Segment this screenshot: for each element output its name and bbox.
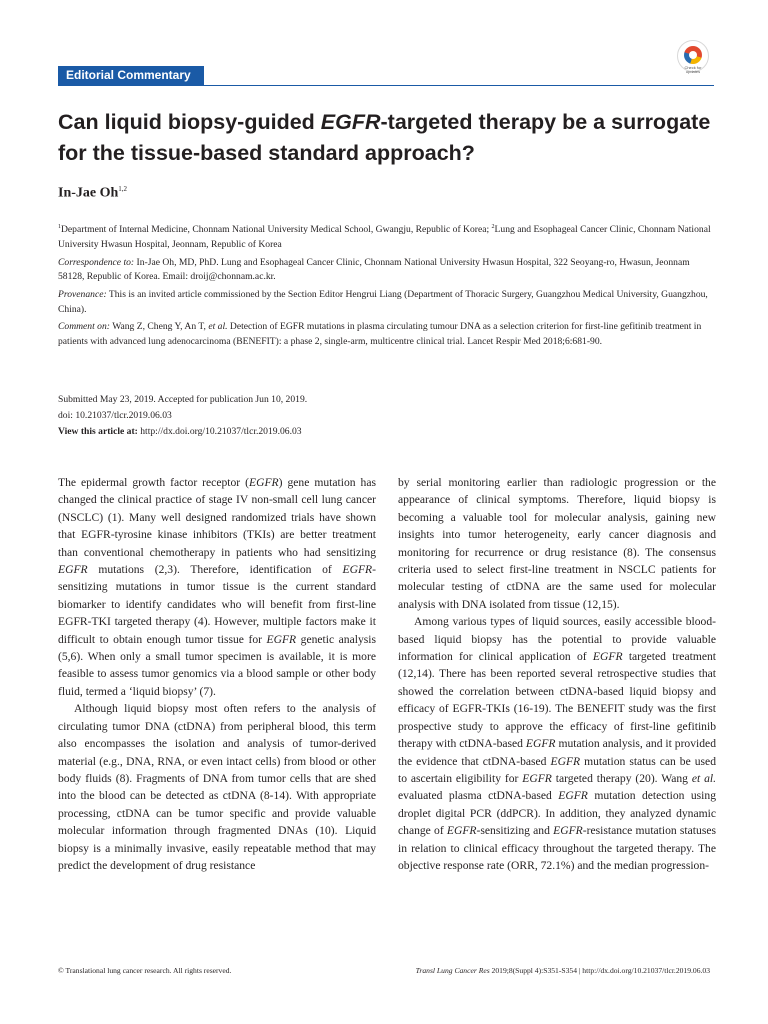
author-name: In-Jae Oh <box>58 185 119 201</box>
text: ) gene mutation has changed the clinical practice of stage IV non-small cell lung cancer (NSCLC) (1). Many well designed randomized trials have shown that EGFR-tyrosine kinase inhibitors (TKIs) are better treatment than conventional chemotherapy in patients who had sensitizing <box>58 476 376 559</box>
correspondence-text: In-Jae Oh, MD, PhD. Lung and Esophageal Cancer Clinic, Chonnam National University Hwasun Hospital, 322 Seoyang-ro, Hwasun, Jeonnam 58128, Republic of Korea. Email: droij@chonnam.ac.kr. <box>58 256 690 283</box>
comment-etal: et al. <box>208 321 228 333</box>
text: -sensitizing and <box>476 824 554 838</box>
journal-name: Transl Lung Cancer Res <box>415 966 490 975</box>
gene: EGFR <box>525 737 556 751</box>
gene: EGFR <box>592 650 623 664</box>
text: -resistance mutation statuses in relation to clinical efficacy throughout the targeted therapy. The objective response rate (ORR, 72.1%) and the median progression- <box>398 824 716 872</box>
body-paragraph <box>58 474 376 700</box>
gene: EGFR <box>58 563 88 577</box>
affil-mark: 2 <box>491 224 495 230</box>
affil-mark: 1 <box>58 224 61 230</box>
author-affiliation-marks: 1,2 <box>118 185 128 193</box>
body-paragraph <box>398 613 716 874</box>
article-dates <box>58 392 658 440</box>
text: mutations (2,3). Therefore, identification of <box>87 563 343 577</box>
view-article-line <box>58 424 658 440</box>
text: -sensitizing mutations in tumor tissue is the current standard biomarker to identify candidates who will benefit from first-line EGFR-TKI targeted therapy (4). However, multiple factors make it difficult to obtain enough tumor tissue for <box>58 563 376 646</box>
title-text: -targeted therapy be a surrogate for the tissue-based standard approach? <box>58 110 711 165</box>
gene: EGFR <box>558 789 588 803</box>
body-column-right <box>398 474 716 874</box>
text: genetic analysis (5,6). When only a small tumor specimen is available, it is more feasible to assess tumor genomics via a blood sample or other body fluid, termed a ‘liquid biopsy’ (7). <box>58 632 376 698</box>
author-line <box>58 185 127 202</box>
correspondence <box>58 256 716 285</box>
text: mutation analysis, and it provided the evidence that ctDNA-based <box>398 737 716 768</box>
affil-text: Lung and Esophageal Cancer Clinic, Chonnam National University Hwasun Hospital, Jeonnam, Republic of Korea <box>58 224 711 250</box>
page-footer <box>58 966 710 975</box>
provenance <box>58 288 716 317</box>
text: Among various types of liquid sources, easily accessible blood-based liquid biopsy has the potential to provide valuable information for clinical application of <box>398 615 716 664</box>
citation-text[interactable]: 2019;8(Suppl 4):S351-S354 | http://dx.doi.org/10.21037/tlcr.2019.06.03 <box>489 966 710 975</box>
gene: EGFR <box>553 824 583 838</box>
check-for-updates-icon[interactable] <box>677 40 709 72</box>
doi[interactable]: doi: 10.21037/tlcr.2019.06.03 <box>58 410 172 421</box>
provenance-text: This is an invited article commissioned by the Section Editor Hengrui Liang (Department of Thoracic Surgery, Guangzhou Medical University, Guangzhou, China). <box>58 289 708 315</box>
copyright: © Translational lung cancer research. All rights reserved. <box>58 966 232 975</box>
comment-label: Comment on: <box>58 321 110 333</box>
comment-on <box>58 320 716 349</box>
body-paragraph: Although liquid biopsy most often refers to the analysis of circulating tumor DNA (ctDNA) from peripheral blood, this term also encompasses the isolation and analysis of tumor-derived material (e.g., DNA, RNA, or even intact cells) from blood or other body fluids (8). Fragments of DNA from tumor cells that are shed into the blood can be detected as ctDNA (8-14). With appropriate processing, ctDNA can be tumor specific and provide valuable molecular information through fragmented DNAs (10). Liquid biopsy is a minimally invasive, easily repeatable method that may predict the development of drug resistance <box>58 702 376 872</box>
text: The epidermal growth factor receptor ( <box>58 476 249 489</box>
view-article-link[interactable]: http://dx.doi.org/10.21037/tlcr.2019.06.03 <box>137 426 302 437</box>
gene: EGFR <box>266 632 297 646</box>
article-type-badge: Editorial Commentary <box>58 66 204 85</box>
comment-text: Detection of EGFR mutations in plasma circulating tumour DNA as a selection criterion for first-line gefitinib treatment in patients with advanced lung adenocarcinoma (BENEFIT): a phase 2, single-arm, multicentre clinical trial. Lancet Respir Med 2018;6:681-90. <box>58 321 702 348</box>
body-paragraph: by serial monitoring earlier than radiologic progression or the appearance of clinical symptoms. Therefore, liquid biopsy is becoming a valuable tool for molecular analysis, gaining new insights into tumor heterogeneity, early cancer diagnosis and monitoring for recurrence or drug resistance (8). The consensus criteria used to select first-line treatment in NSCLC patients for molecular testing of ctDNA are the same used for molecular analysis with DNA isolated from tissue (12,15). <box>398 476 716 611</box>
text: mutation status can be used to ascertain eligibility for <box>398 754 716 785</box>
affiliations <box>58 220 716 253</box>
comment-text: Wang Z, Cheng Y, An T, <box>109 321 209 333</box>
text: targeted treatment (12,14). There has been reported several retrospective studies that showed the correlation between ctDNA-based liquid biopsy and efficacy of EGFR-TKIs (16-19). The BENEFIT study was the first prospective study to approve the efficacy of first-line gefitinib therapy with ctDNA-based <box>398 650 716 751</box>
text: mutation detection using droplet digital PCR (ddPCR). In addition, they analyzed dynamic change of <box>398 789 716 838</box>
text: targeted therapy (20). Wang <box>551 771 692 785</box>
body-column-left <box>58 474 376 874</box>
submitted-date: Submitted May 23, 2019. Accepted for publication Jun 10, 2019. <box>58 394 308 405</box>
correspondence-label: Correspondence to: <box>58 256 135 268</box>
citation <box>416 966 710 975</box>
provenance-label: Provenance: <box>58 289 107 300</box>
view-article-label: View this article at: <box>58 426 138 437</box>
gene: EGFR <box>342 563 373 577</box>
text: evaluated plasma ctDNA-based <box>398 789 559 803</box>
header-rule <box>58 85 714 86</box>
title-text: Can liquid biopsy-guided <box>58 110 321 134</box>
check-for-updates-label: Check for updates <box>684 65 702 74</box>
etal: et al. <box>691 771 716 785</box>
crossmark-icon <box>684 46 702 64</box>
affiliations-block <box>58 220 716 353</box>
title-gene: EGFR <box>320 110 381 134</box>
article-title <box>58 107 718 169</box>
gene: EGFR <box>522 771 552 785</box>
gene: EGFR <box>249 476 279 489</box>
gene: EGFR <box>446 824 477 838</box>
affil-text: Department of Internal Medicine, Chonnam National University Medical School, Gwangju, Republic of Korea; <box>61 224 492 236</box>
gene: EGFR <box>550 754 581 768</box>
